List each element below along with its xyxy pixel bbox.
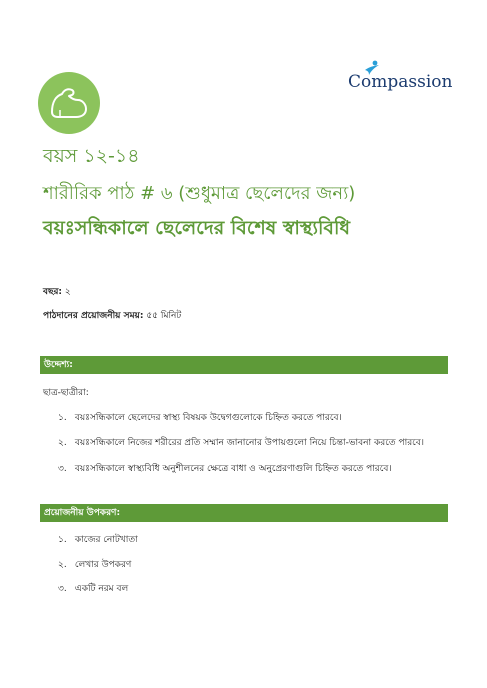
flexed-arm-icon [38,72,100,134]
materials-heading: প্রয়োজনীয় উপকরণ: [40,504,448,522]
objective-text: বয়ঃসন্ধিকালে নিজের শরীরের প্রতি সম্মান জানানোর উপায়গুলো নিয়ে চিন্তা-ভাবনা করতে পারবে। [74,438,424,448]
objectives-intro: ছাত্র-ছাত্রীরা: [43,388,89,398]
list-number: ৩. [58,584,67,594]
list-number: ২. [58,438,67,448]
objective-item [58,435,424,450]
logo-text: Compassion [348,72,453,92]
material-item [58,581,128,596]
list-number: ২. [58,560,67,570]
lesson-number-title: শারীরিক পাঠ # ৬ (শুধুমাত্র ছেলেদের জন্য) [43,183,356,204]
page-title: বয়ঃসন্ধিকালে ছেলেদের বিশেষ স্বাস্থ্যবিধি [43,217,351,239]
objective-text: বয়ঃসন্ধিকালে ছেলেদের স্বাস্থ্য বিষয়ক উদ্বেগগুলোকে চিহ্নিত করতে পারবে। [74,413,342,423]
year-label: বছর: [43,287,63,297]
objective-item [58,410,342,425]
compassion-logo [348,60,453,96]
objectives-heading: উদ্দেশ্য: [40,356,448,374]
material-text: একটি নরম বল [74,584,129,594]
duration-line [43,308,181,323]
duration-label: পাঠদানের প্রয়োজনীয় সময়: [43,311,144,321]
material-item [58,532,138,547]
duration-value: ৫৫ মিনিট [146,311,182,321]
list-number: ৩. [58,464,67,474]
material-text: কাজের নোটখাতা [74,535,138,545]
age-range: বয়স ১২-১৪ [43,145,140,167]
objective-text: বয়ঃসন্ধিকালে স্বাস্থ্যবিধি অনুশীলনের ক্ষেত্রে বাধা ও অনুপ্রেরণাগুলি চিহ্নিত করতে পারবে। [74,464,392,474]
age-badge [38,72,100,134]
list-number: ১. [58,535,67,545]
list-number: ১. [58,413,67,423]
year-value: ২ [64,287,71,297]
objective-item [58,461,392,476]
material-text: লেখার উপকরণ [74,560,132,570]
material-item [58,557,131,572]
year-line [43,284,71,299]
